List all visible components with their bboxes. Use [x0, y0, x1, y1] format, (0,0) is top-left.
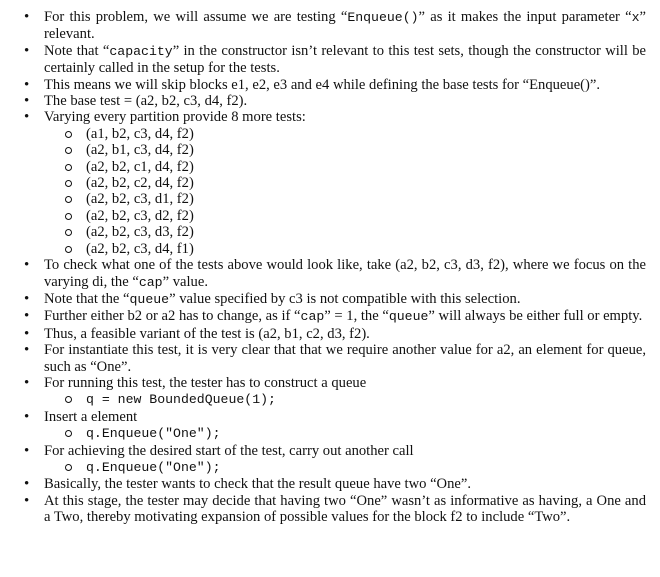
sub-bullet-item	[44, 208, 646, 224]
bullet-item	[24, 492, 646, 526]
bullet-icon: •	[24, 93, 30, 110]
text-run: (a2, b2, c1, d4, f2)	[86, 158, 194, 175]
bullet-text	[44, 409, 137, 425]
sub-bullet-item	[44, 459, 646, 476]
text-run: Varying every partition provide 8 more tests:	[44, 109, 306, 126]
text-run: ” value specified by c3 is not compatible with this selection.	[169, 290, 521, 307]
code-text: queue	[129, 291, 170, 307]
text-run: The base test = (a2, b2, c3, d4, f2).	[44, 93, 248, 110]
text-run: (a2, b2, c3, d3, f2)	[86, 224, 194, 241]
circle-bullet-icon	[65, 213, 72, 220]
bullet-item	[24, 442, 646, 459]
bullet-text	[44, 291, 520, 307]
code-text: q.Enqueue("One");	[86, 426, 221, 442]
sub-bullet-item	[44, 224, 646, 240]
text-run: Note that “	[44, 42, 110, 59]
bullet-text	[44, 9, 646, 42]
bullet-item	[24, 76, 646, 93]
bullet-text	[44, 476, 471, 492]
text-run: Insert a element	[44, 408, 138, 425]
bullet-item	[24, 476, 646, 493]
bullet-text	[44, 443, 414, 459]
text-run: For running this test, the tester has to construct a queue	[44, 374, 367, 391]
text-run: For achieving the desired start of the test, carry out another call	[44, 442, 414, 459]
bullet-icon: •	[24, 342, 30, 359]
code-text: queue	[388, 309, 429, 325]
text-run: ” relevant.	[44, 9, 646, 43]
circle-bullet-icon	[65, 164, 72, 171]
bullet-text	[44, 109, 306, 125]
bullet-icon: •	[24, 325, 30, 342]
sub-bullet-item	[44, 159, 646, 175]
sub-bullet-item	[44, 142, 646, 158]
bullet-icon: •	[24, 476, 30, 493]
text-run: This means we will skip blocks e1, e2, e3 and e4 while defining the base tests for “Enqueue()”.	[44, 76, 601, 93]
bullet-text	[44, 93, 247, 109]
bullet-icon: •	[24, 308, 30, 325]
bullet-icon: •	[24, 42, 30, 59]
circle-bullet-icon	[65, 246, 72, 253]
bullet-item	[24, 342, 646, 375]
circle-bullet-icon	[65, 196, 72, 203]
code-text: q = new BoundedQueue(1);	[86, 392, 276, 408]
sub-bullet-text	[86, 126, 194, 142]
sub-bullet-text	[86, 208, 194, 224]
bullet-text	[44, 43, 646, 76]
sub-bullet-item	[44, 191, 646, 207]
bullet-icon: •	[24, 9, 30, 25]
circle-bullet-icon	[65, 464, 72, 471]
bullet-item	[24, 408, 646, 425]
bullet-item	[24, 374, 646, 391]
text-run: To check what one of the tests above would look like, take (a2, b2, c3, d3, f2), where we focus on the varying di, the “	[44, 257, 646, 290]
bullet-icon: •	[24, 374, 30, 391]
text-run: At this stage, the tester may decide that having two “One” wasn’t as informative as having, a One and a Two, thereby motivating expansion of possible values for the block f2 to include “Two”.	[44, 492, 646, 526]
bullet-icon: •	[24, 76, 30, 93]
code-text: q.Enqueue("One");	[86, 459, 221, 475]
bullet-icon: •	[24, 109, 30, 126]
sub-bullet-text	[86, 191, 194, 207]
bullet-icon: •	[24, 442, 30, 459]
bullet-item	[24, 290, 646, 308]
code-text: x	[631, 10, 640, 25]
code-text: cap	[138, 274, 163, 290]
text-run: ” as it makes the input parameter “	[418, 9, 632, 25]
bullet-item	[24, 257, 646, 291]
text-run: ” = 1, the “	[324, 308, 389, 325]
text-run: (a2, b1, c3, d4, f2)	[86, 142, 194, 159]
bullet-item	[24, 109, 646, 126]
bullet-item	[24, 9, 646, 43]
sub-bullet-item	[44, 391, 646, 408]
text-run: Basically, the tester wants to check that the result queue have two “One”.	[44, 476, 471, 493]
sub-bullet-text	[86, 425, 221, 441]
text-run: ” value.	[162, 273, 208, 290]
code-text: cap	[300, 309, 325, 325]
sub-bullet-item	[44, 175, 646, 191]
sub-bullet-text	[86, 224, 194, 240]
text-run: (a2, b2, c3, d4, f1)	[86, 240, 194, 257]
bullet-item	[24, 325, 646, 342]
bullet-icon: •	[24, 408, 30, 425]
text-run: Thus, a feasible variant of the test is (a2, b1, c2, d3, f2).	[44, 325, 370, 342]
text-run: (a2, b2, c3, d1, f2)	[86, 191, 194, 208]
bullet-item	[24, 42, 646, 77]
text-run: For instantiate this test, it is very clear that that we require another value for a2, an element for queue, such as “One”.	[44, 342, 646, 375]
bullet-text	[44, 342, 646, 374]
bullet-item	[24, 308, 646, 325]
bullet-text	[44, 375, 366, 391]
sub-bullet-item	[44, 126, 646, 142]
sub-bullet-text	[86, 175, 194, 191]
circle-bullet-icon	[65, 180, 72, 187]
text-run: Note that the “	[44, 290, 130, 307]
code-text: capacity	[109, 43, 173, 59]
bullet-text	[44, 326, 370, 342]
text-run: ” in the constructor isn’t relevant to this test sets, though the constructor will be certainly called in the setup for the tests.	[44, 42, 646, 77]
circle-bullet-icon	[65, 396, 72, 403]
sub-bullet-text	[86, 159, 194, 175]
text-run: (a2, b2, c2, d4, f2)	[86, 175, 194, 192]
sub-bullet-text	[86, 391, 276, 407]
text-run: (a1, b2, c3, d4, f2)	[86, 125, 194, 142]
text-run: Further either b2 or a2 has to change, as if “	[44, 308, 301, 325]
circle-bullet-icon	[65, 147, 72, 154]
text-run: For this problem, we will assume we are testing “	[44, 9, 348, 25]
sub-bullet-text	[86, 142, 194, 158]
sub-bullet-text	[86, 241, 194, 257]
bullet-text	[44, 257, 646, 289]
sub-bullet-text	[86, 459, 221, 475]
bullet-item	[24, 93, 646, 110]
circle-bullet-icon	[65, 131, 72, 138]
circle-bullet-icon	[65, 229, 72, 236]
text-run: ” will always be either full or empty.	[428, 308, 643, 325]
sub-bullet-item	[44, 425, 646, 442]
bullet-icon: •	[24, 492, 30, 509]
bullet-icon: •	[24, 257, 30, 274]
bullet-text	[44, 493, 646, 525]
text-run: (a2, b2, c3, d2, f2)	[86, 207, 194, 224]
sub-bullet-item	[44, 241, 646, 257]
code-text: Enqueue()	[347, 10, 419, 25]
circle-bullet-icon	[65, 430, 72, 437]
bullet-text	[44, 77, 600, 93]
bullet-text	[44, 308, 642, 324]
bullet-icon: •	[24, 290, 30, 307]
